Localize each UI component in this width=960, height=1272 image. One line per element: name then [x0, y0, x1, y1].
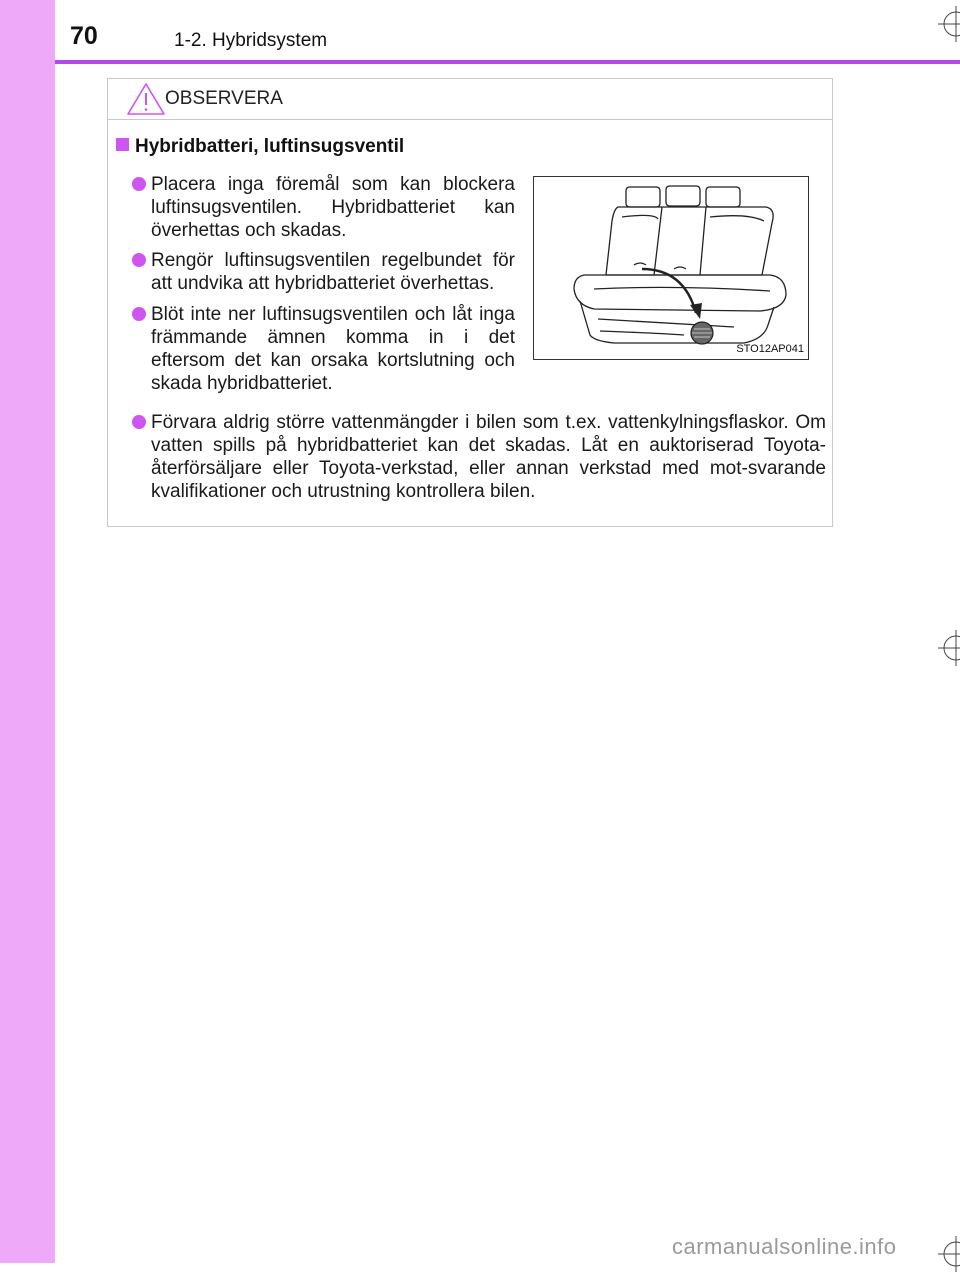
- list-item-text: Blöt inte ner luftinsugsventilen och låt inga främmande ämnen komma in i det eftersom det kan orsaka kortslutning och skada hybridbatteriet.: [151, 304, 515, 394]
- subheading: [116, 136, 404, 158]
- bullet-dot-icon: [132, 307, 146, 321]
- registration-mark-icon: [938, 630, 960, 666]
- rear-seat-illustration: [533, 176, 809, 360]
- rear-seat-drawing: [534, 177, 808, 359]
- square-bullet-icon: [116, 138, 129, 151]
- list-item-text: Rengör luftinsugsventilen regelbundet för att undvika att hybridbatteriet överhettas.: [151, 250, 515, 294]
- section-title: 1-2. Hybridsystem: [174, 30, 328, 51]
- side-tab-strip: [0, 0, 55, 1263]
- registration-mark-icon: [938, 1236, 960, 1272]
- caution-header: [108, 79, 832, 120]
- caution-box: [107, 78, 833, 527]
- list-item: [151, 249, 515, 295]
- bullet-dot-icon: [132, 177, 146, 191]
- figure-code: STO12AP041: [736, 343, 804, 355]
- registration-mark-icon: [938, 6, 960, 42]
- caution-label: OBSERVERA: [165, 88, 283, 109]
- list-item-text: Placera inga föremål som kan blockera luftinsugsventilen. Hybridbatteriet kan överhettas och skadas.: [151, 174, 515, 241]
- list-item-text: Förvara aldrig större vattenmängder i bilen som t.ex. vattenkylningsflaskor. Om vatten spills på hybridbatteriet kan det skadas. Låt en auktoriserad Toyota-återförsäljare eller Toyota-verkstad, eller annan verkstad med mot-svarande kvalifikationer och utrustning kontrollera bilen.: [151, 412, 826, 502]
- list-item: [151, 173, 515, 242]
- bullet-dot-icon: [132, 253, 146, 267]
- page-number: 70: [70, 22, 98, 50]
- header-rule: [55, 60, 960, 64]
- list-item: [151, 411, 826, 503]
- warning-triangle-icon: [126, 82, 166, 116]
- subheading-text: Hybridbatteri, luftinsugsventil: [135, 136, 405, 157]
- list-item: [151, 303, 515, 395]
- bullet-dot-icon: [132, 415, 146, 429]
- footer-watermark: carmanualsonline.info: [672, 1234, 897, 1259]
